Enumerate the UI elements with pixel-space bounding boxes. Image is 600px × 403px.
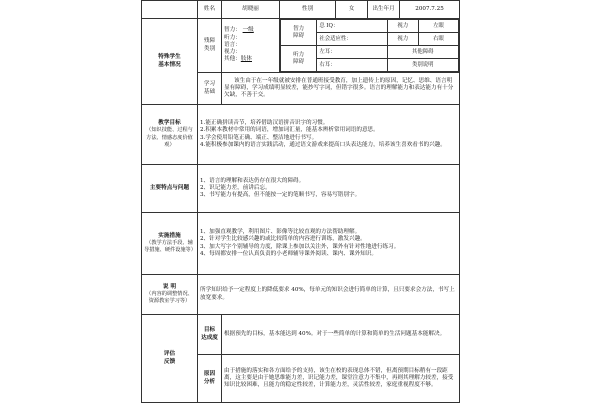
goals-list	[198, 105, 460, 165]
iq-category	[281, 20, 317, 46]
disability-label-1: 残障	[203, 38, 216, 45]
learning-label-2: 基础	[203, 88, 216, 95]
basic-title-1: 特殊学生	[158, 54, 181, 61]
notes-text: 所学知识给予一定程度上的降低要求 40%，每单元的知识会进行简单的计算，且只要求会方法，书写上放宽要求。	[198, 275, 460, 315]
reason-text: 由于措施的落实和各方面给予的支持，该生在校的表现总体不错，但离预期目标稍有一段距离，这主要是由于她思维能力差，识记能力差，课堂注意力不集中，再则其理解力较差，接受知识比较困难，且能力的稳定性较差，计算能力差，灵活性较差，家庭重视程度不够。	[222, 355, 460, 403]
vision-label: 视力：	[224, 49, 241, 56]
other-label: 其他：	[224, 56, 241, 63]
goals-row	[142, 105, 460, 165]
features-row	[142, 165, 460, 213]
hearing-category	[281, 46, 317, 72]
measure-item: 3、加大写字个别辅导的力度，除课上参加以关注外，课外有针对性地进行练习。	[200, 243, 400, 250]
basic-section-title	[142, 19, 198, 105]
learning-label	[198, 73, 222, 105]
basic-info-row	[142, 19, 460, 73]
learning-text: 该生由于在一年级就被安排在普通班接受教育，加上遗传上的原因，记忆、思维、语言明显有障碍，学习成绩明显较差，能抄写字词，但错字很多。语言的理解能力和表达能力有十分欠缺，不善于交。	[222, 73, 460, 105]
disability-label-2: 类别	[203, 45, 216, 52]
intelligence-row	[224, 27, 277, 34]
language-label: 语言：	[224, 41, 241, 48]
reason-label	[198, 355, 222, 403]
eval-title	[142, 315, 198, 403]
right-eye: 右眼	[419, 33, 459, 46]
header-row	[142, 1, 460, 19]
measures-row	[142, 213, 460, 275]
goal-label-1: 目标	[203, 327, 216, 334]
reason-label-2: 分析	[203, 378, 216, 385]
goals-title: 教学目标	[158, 120, 181, 127]
vision-cat-2: 视力	[387, 33, 418, 46]
notes-row	[142, 275, 460, 315]
goal-item: 4.能积极参加课内的语言实践活动，通过语文游戏来提高口头表达能力，培养该生喜欢看书的兴趣。	[200, 141, 446, 148]
feature-item: 2、识记能力差，前讲后忘。	[200, 184, 271, 191]
vision-cat: 视力	[387, 20, 418, 33]
iep-form	[141, 0, 459, 400]
disability-details	[280, 19, 460, 73]
feature-item: 1、语言的理解和表达仍存在很大的障碍。	[200, 177, 305, 184]
feature-item: 3、书写能力有提高，但不能按一定的笔顺书写，容易写错别字。	[200, 192, 361, 199]
eval-title-2: 反馈	[163, 358, 176, 365]
hear-cat-1: 听力	[293, 51, 305, 58]
disability-types	[222, 19, 280, 73]
intelligence-label: 智力：	[224, 27, 241, 34]
learning-label-1: 学习	[203, 81, 216, 88]
goals-sub: （知识技能、过程与方法、情感态度价值观）	[146, 127, 193, 148]
disability-label	[198, 19, 222, 73]
goal-item: 1.能正确拼读音节，培养借助汉语拼音识字的习惯。	[200, 120, 329, 127]
goal-text: 根据预先的目标，基本能达到 40%。对于一些简单的计算和简单的生活问题基本能解决。	[222, 315, 460, 355]
hear-cat-2: 障碍	[293, 58, 305, 65]
hearing-label: 听力：	[224, 34, 241, 41]
iq-cat-2: 障碍	[293, 32, 305, 39]
iq-cat-1: 智力	[293, 25, 305, 32]
birth-value: 2007.7.25	[400, 1, 460, 19]
notes-title-cell	[142, 275, 198, 315]
reason-label-1: 原因	[203, 371, 216, 378]
measures-title-cell	[142, 213, 198, 275]
other-value: 肢体	[240, 56, 252, 63]
gender-label: 性别	[280, 1, 336, 19]
desc-label: 类别说明	[387, 59, 458, 72]
other-disability: 其他障碍	[387, 46, 458, 59]
goal-label	[198, 315, 222, 355]
name-value: 胡晓丽	[222, 1, 280, 19]
intelligence-value: 一级	[242, 27, 254, 34]
measures-list	[198, 213, 460, 275]
goal-item: 2.积累本教材中常用的词语，增加词汇量，能基本辨析常用词语的意思。	[200, 127, 379, 134]
notes-sub: （内容的调整情况、资源教室学习等）	[146, 290, 193, 305]
features-list	[198, 165, 460, 213]
measure-item: 2、针对学生比较感兴趣的或比较简单的内容进行训练，激发兴趣。	[200, 236, 366, 243]
right-ear: 右耳：	[317, 59, 387, 72]
features-title: 主要特点与问题	[142, 165, 198, 213]
gender-value: 女	[336, 1, 368, 19]
left-eye: 左眼	[419, 20, 459, 33]
basic-title-2: 基本情况	[158, 61, 181, 68]
goal-label-2: 达成度	[201, 334, 218, 341]
iq-total: 总 IQ：	[317, 20, 387, 33]
header-spacer	[142, 1, 198, 19]
disability-detail-table	[280, 19, 459, 72]
eval-title-1: 评估	[163, 351, 176, 358]
goals-title-cell	[142, 105, 198, 165]
iq-social: 社会适应性：	[317, 33, 387, 46]
eval-goal-row	[142, 315, 460, 355]
other-row	[224, 56, 277, 63]
measures-sub: （教学方法手段、辅导措施、硬件设施等）	[144, 239, 196, 254]
iep-table	[141, 0, 460, 403]
measure-item: 1、加强直观教学，利用图片、影像等比较直观的方法帮助理解。	[200, 229, 361, 236]
goal-item: 3.学会使用铅笔正确、端正、整洁地进行书写。	[200, 134, 318, 141]
measure-item: 4、每周都安排一位认真负责的小老师辅导课外阅读、课内、课外知识。	[200, 250, 377, 257]
left-ear: 左耳：	[317, 46, 387, 59]
measures-title: 实施措施	[158, 232, 181, 239]
birth-label: 出生年月	[368, 1, 400, 19]
notes-title: 说 明	[162, 283, 177, 290]
name-label: 姓名	[198, 1, 222, 19]
